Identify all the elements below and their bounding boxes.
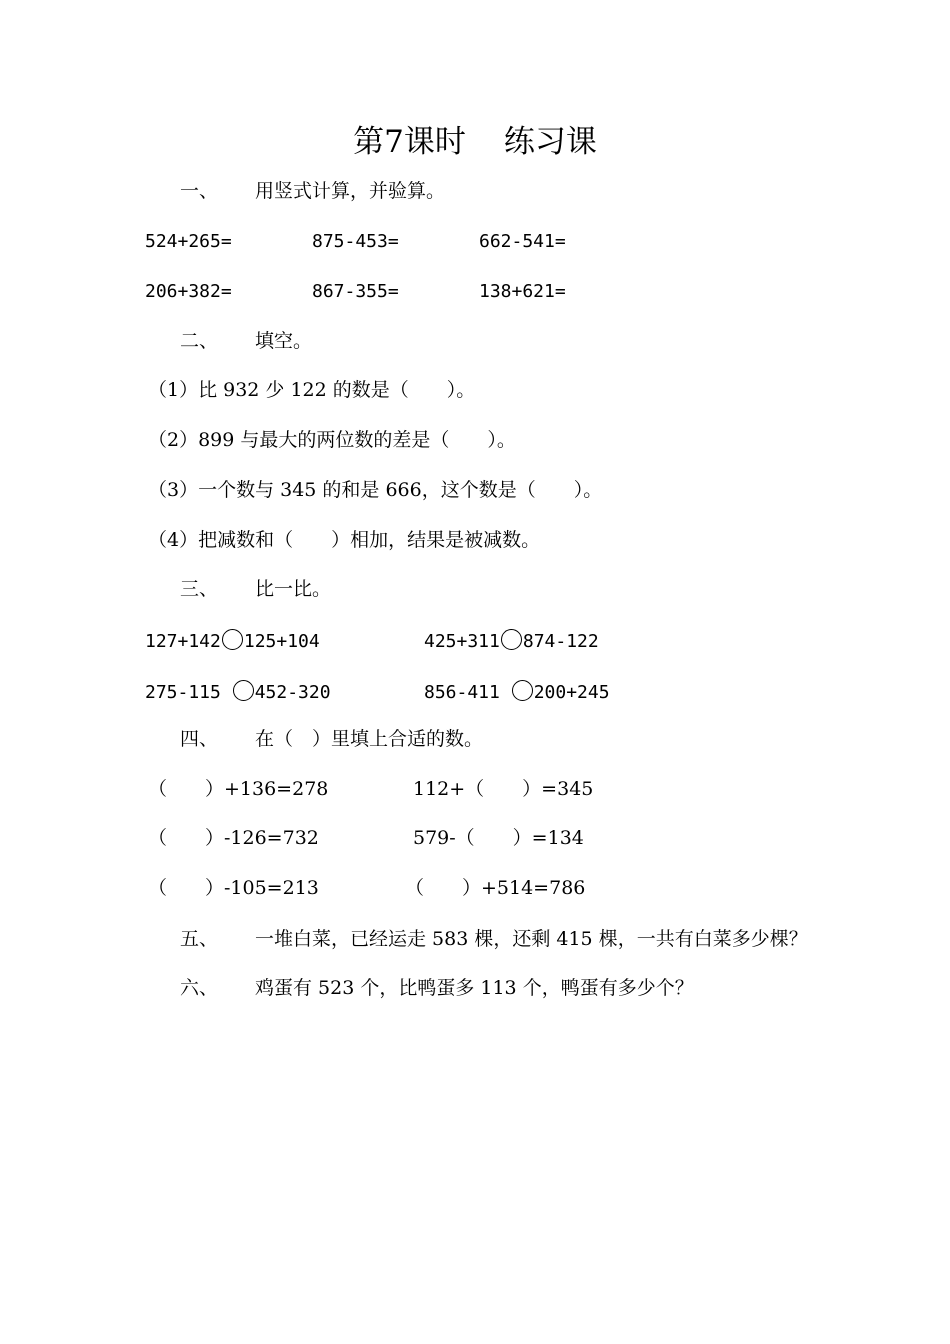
compare-right: 125+104 — [243, 631, 320, 652]
section-3-marker: 三、 — [180, 578, 219, 600]
calc-expression: 875-453= — [312, 231, 399, 252]
section-1-heading: 用竖式计算，并验算。 — [255, 180, 446, 202]
compare-pair — [145, 629, 320, 651]
compare-left: 275-115 — [145, 682, 221, 703]
compare-circle[interactable] — [501, 629, 522, 650]
compare-left: 425+311 — [424, 631, 500, 652]
compare-right: 452-320 — [254, 682, 331, 703]
calc-expression: 524+265= — [145, 231, 232, 252]
section-6-marker: 六、 — [180, 977, 219, 999]
section-5-marker: 五、 — [180, 928, 219, 950]
fill-blank-question: （3）一个数与 345 的和是 666，这个数是（ ）。 — [148, 479, 603, 501]
calc-expression: 867-355= — [312, 281, 399, 302]
compare-circle[interactable] — [222, 629, 243, 650]
compare-pair — [424, 629, 599, 651]
calc-expression: 662-541= — [479, 231, 566, 252]
title-topic: 练习课 — [503, 124, 597, 160]
section-4-marker: 四、 — [180, 728, 219, 750]
word-problem-6: 鸡蛋有 523 个，比鸭蛋多 113 个，鸭蛋有多少个？ — [255, 977, 694, 999]
compare-pair — [145, 680, 331, 702]
compare-pair — [424, 680, 610, 702]
calc-expression: 206+382= — [145, 281, 232, 302]
section-2-heading: 填空。 — [255, 330, 313, 352]
fill-blank-question: （4）把减数和（ ）相加，结果是被减数。 — [148, 529, 541, 551]
word-problem-5: 一堆白菜，已经运走 583 棵，还剩 415 棵，一共有白菜多少棵？ — [255, 928, 808, 950]
missing-number-equation: 579-（ ）=134 — [413, 827, 584, 849]
section-3-heading: 比一比。 — [255, 578, 332, 600]
fill-blank-question: （1）比 932 少 122 的数是（ ）。 — [148, 379, 476, 401]
compare-right: 200+245 — [533, 682, 610, 703]
missing-number-equation: （ ）-126=732 — [148, 827, 319, 849]
section-4-heading: 在（ ）里填上合适的数。 — [255, 728, 484, 750]
calc-expression: 138+621= — [479, 281, 566, 302]
fill-blank-question: （2）899 与最大的两位数的差是（ ）。 — [148, 429, 516, 451]
compare-left: 127+142 — [145, 631, 221, 652]
compare-circle[interactable] — [512, 680, 533, 701]
missing-number-equation: 112+（ ）=345 — [413, 778, 594, 800]
page-title — [0, 124, 950, 160]
compare-left: 856-411 — [424, 682, 500, 703]
missing-number-equation: （ ）+136=278 — [148, 778, 329, 800]
compare-right: 874-122 — [522, 631, 599, 652]
missing-number-equation: （ ）+514=786 — [405, 877, 586, 899]
title-lesson: 第7课时 — [353, 124, 466, 160]
section-1-marker: 一、 — [180, 180, 219, 202]
missing-number-equation: （ ）-105=213 — [148, 877, 319, 899]
section-2-marker: 二、 — [180, 330, 219, 352]
compare-circle[interactable] — [233, 680, 254, 701]
